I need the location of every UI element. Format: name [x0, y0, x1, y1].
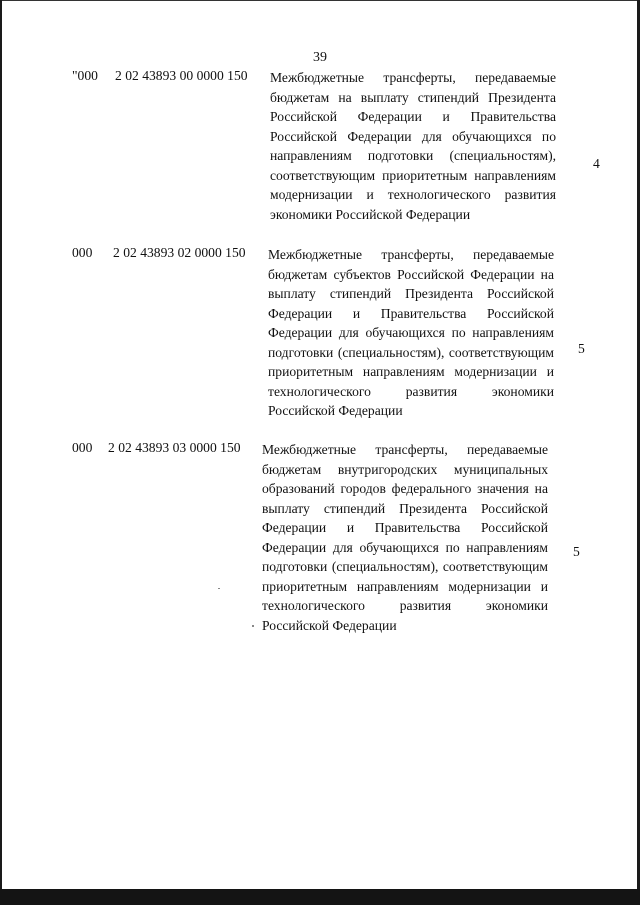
- row-description: Межбюджетные трансферты, передаваемые бюджетам субъектов Российской Федерации на выплату стипендий Президента Российской Федерации и Правительства Российской Федерации для обучающихся по направлениям подготовки (специальностям), соответствующим приоритетным направлениям модернизации и технологического развития экономики Российской Федерации: [268, 247, 554, 418]
- row-description: Межбюджетные трансферты, передаваемые бюджетам внутригородских муниципальных образований городов федерального значения на выплату стипендий Президента Российской Федерации и Правительства Российской Федерации для обучающихся по направлениям подготовки (специальностям), соответствующим приоритетным направлениям модернизации и технологического развития экономики Российской Федерации: [262, 442, 548, 633]
- scan-bottom-edge: [0, 889, 640, 905]
- budget-code: 2 02 43893 02 0000 150: [113, 245, 246, 260]
- budget-code: 2 02 43893 03 0000 150: [108, 440, 241, 455]
- row-amount: 5: [578, 341, 585, 356]
- admin-code: 000: [72, 245, 93, 260]
- scan-left-edge: [0, 0, 2, 905]
- row-description: Межбюджетные трансферты, передаваемые бюджетам на выплату стипендий Президента Российской Федерации и Правительства Российской Федерации для обучающихся по направлениям подготовки (специальностям), соответствующим приоритетным направлениям модернизации и технологического развития экономики Российской Федерации: [270, 70, 556, 222]
- row-amount: 5: [573, 544, 580, 559]
- scan-speck: [252, 625, 254, 627]
- admin-code: "000: [72, 68, 98, 83]
- scan-speck: [218, 588, 220, 589]
- scan-top-edge: [0, 0, 640, 1]
- budget-code: 2 02 43893 00 0000 150: [115, 68, 248, 83]
- page-number: 39: [313, 50, 327, 65]
- row-amount: 4: [593, 156, 600, 171]
- admin-code: 000: [72, 440, 93, 455]
